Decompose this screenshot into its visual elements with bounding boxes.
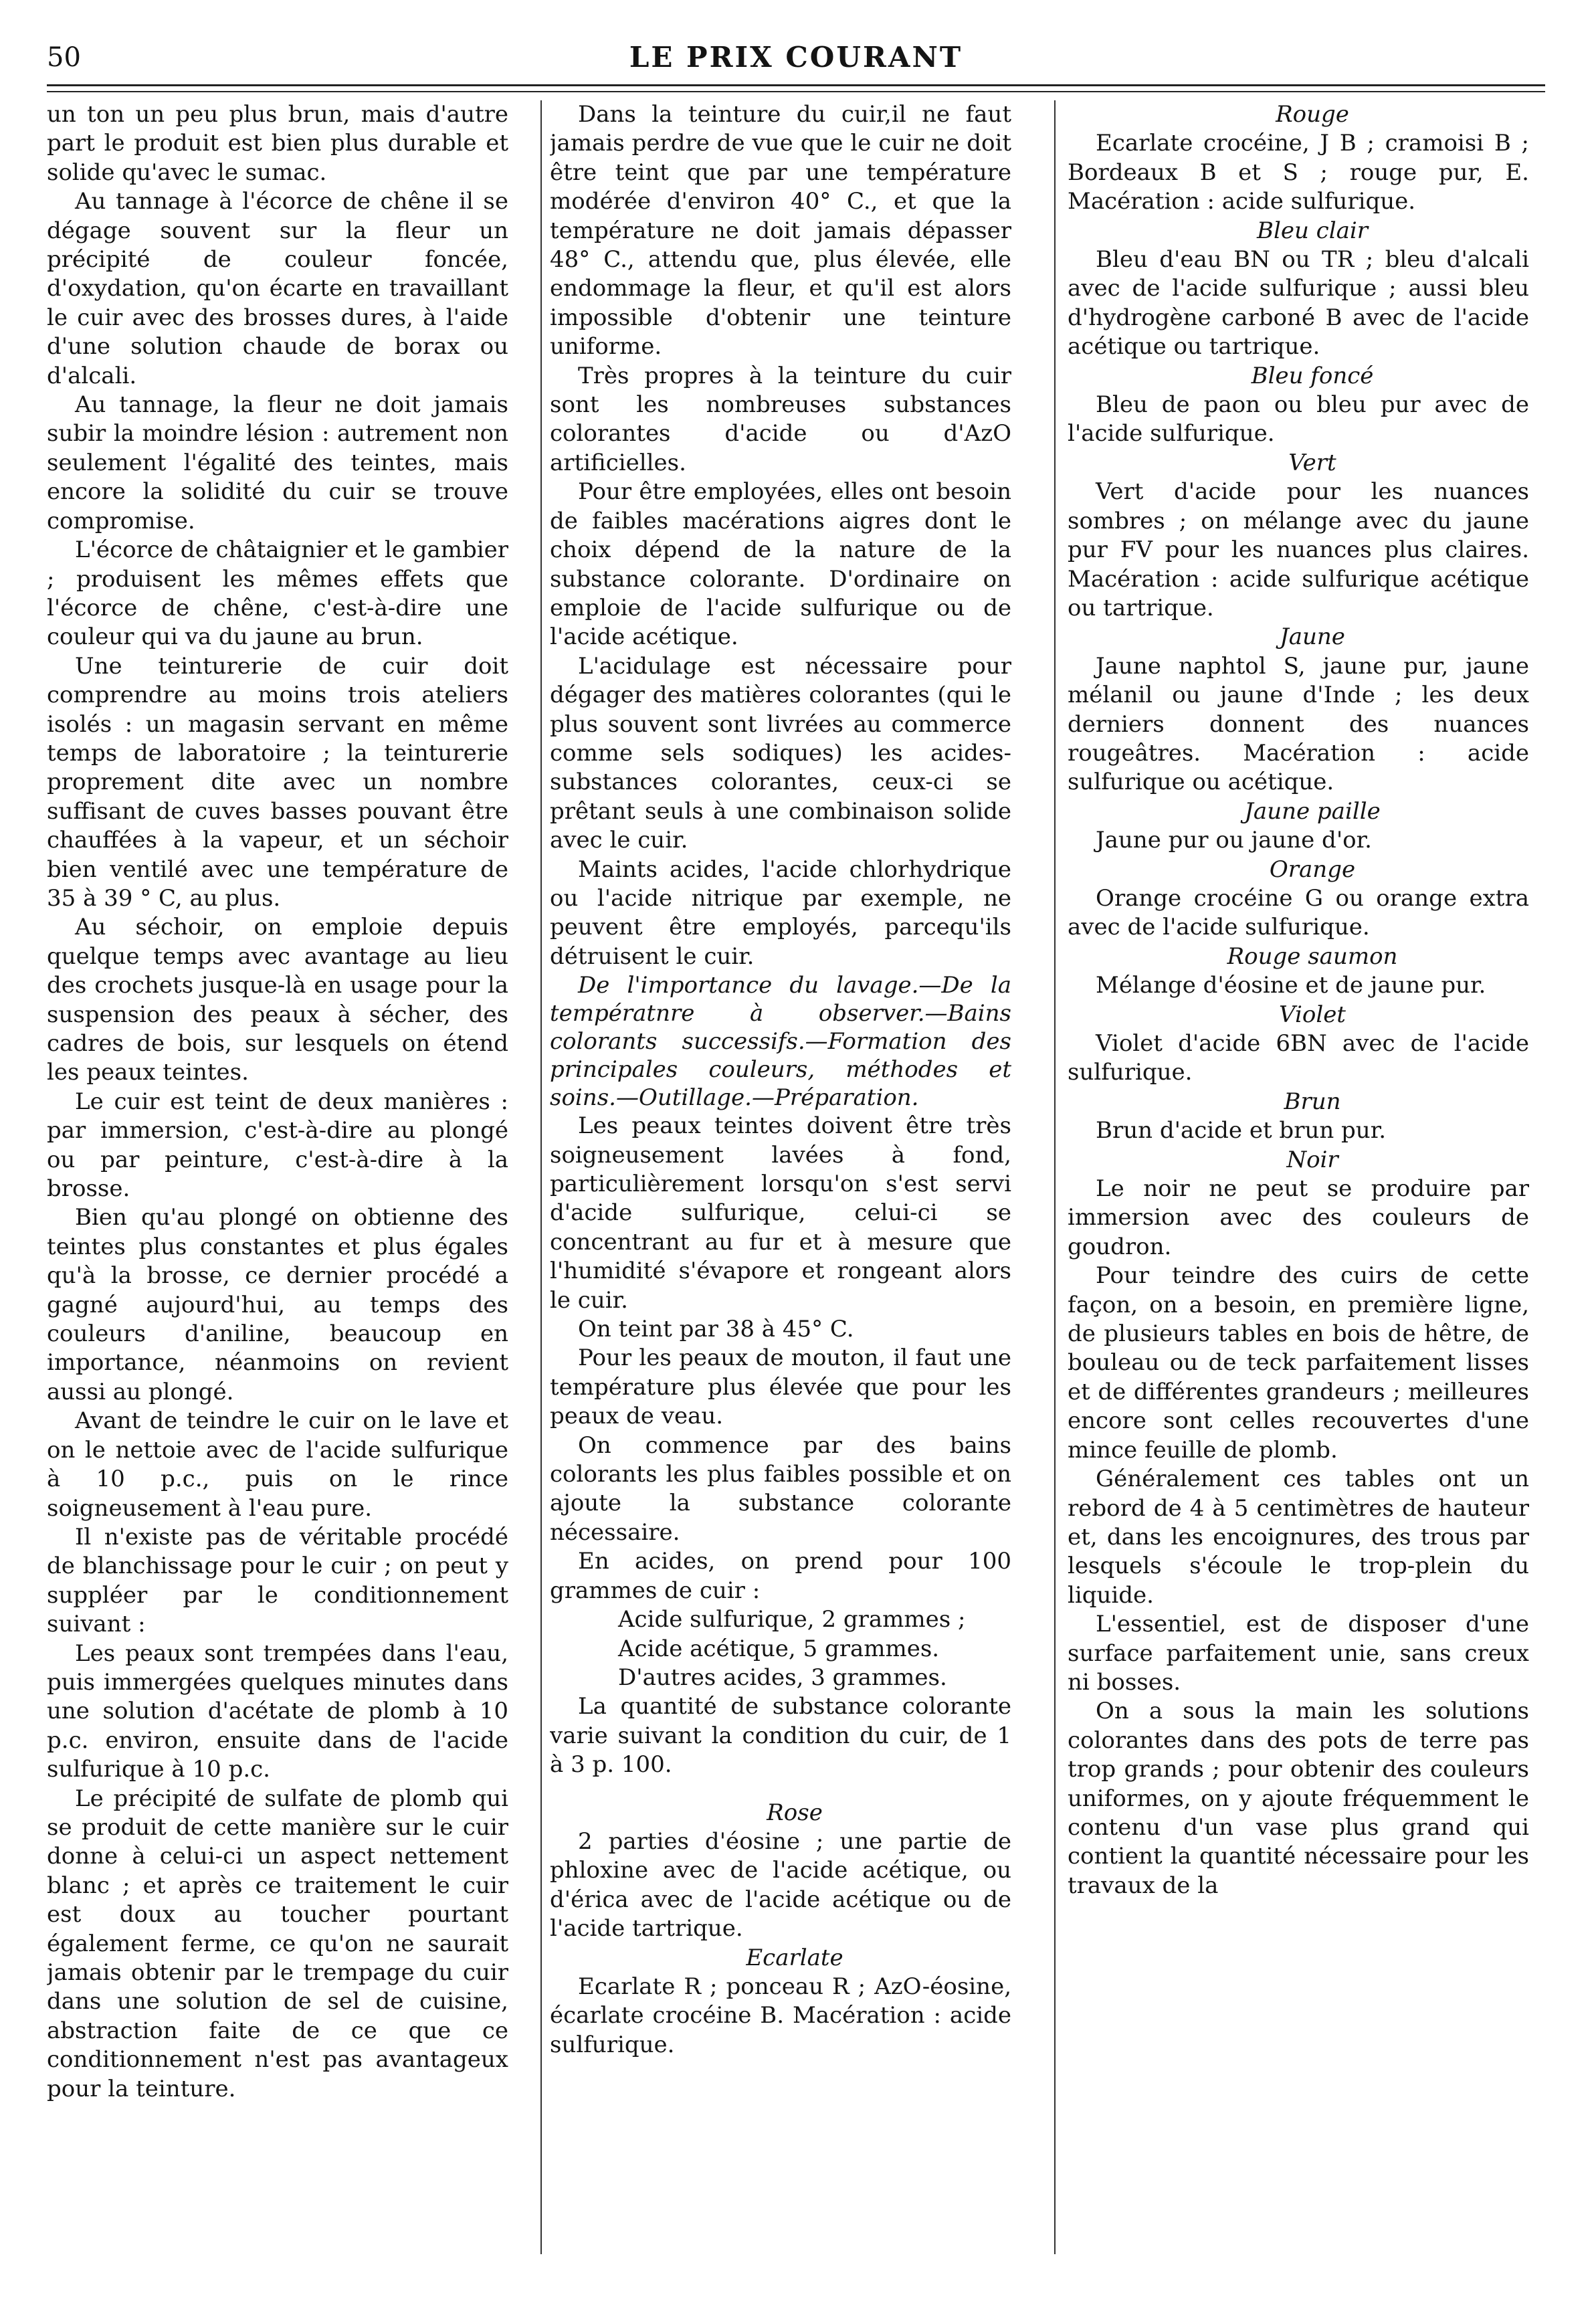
- paragraph: Bien qu'au plongé on obtienne des teintes plus constantes et plus égales qu'à la brosse, ce dernier procédé a gagné aujourd'hui, au temps des couleurs d'aniline, beaucoup en importance, néanmoins on revient aussi au plongé.: [47, 1204, 508, 1405]
- color-heading: Noir: [1286, 1146, 1338, 1173]
- color-heading: Orange: [1269, 856, 1356, 883]
- color-recipe: Le noir ne peut se produire par immersion avec des couleurs de goudron.: [1068, 1175, 1529, 1260]
- running-title: LE PRIX COURANT: [629, 41, 963, 74]
- page-number: 50: [47, 42, 81, 73]
- color-heading: Rose: [767, 1799, 823, 1826]
- header-rule-bottom: [47, 91, 1545, 92]
- color-recipe: 2 parties d'éosine ; une partie de phloxine avec de l'acide acétique, ou d'érica avec de l'acide acétique ou de l'acide tartrique.: [550, 1827, 1011, 1942]
- text-column-1: [47, 100, 508, 2268]
- list-item: Acide sulfurique, 2 grammes ;: [618, 1606, 966, 1633]
- paragraph: L'essentiel, est de disposer d'une surface parfaitement unie, sans creux ni bosses.: [1068, 1611, 1529, 1696]
- color-heading: Vert: [1288, 449, 1336, 476]
- paragraph: Au tannage, la fleur ne doit jamais subir la moindre lésion : autrement non seulement l'égalité des teintes, mais encore la solidité du cuir se trouve compromise.: [47, 391, 508, 534]
- paragraph: Pour les peaux de mouton, il faut une température plus élevée que pour les peaux de veau.: [550, 1344, 1011, 1430]
- color-heading: Jaune: [1280, 623, 1345, 651]
- paragraph: On a sous la main les solutions colorantes dans des pots de terre pas trop grands ; pour obtenir des couleurs uniformes, on y ajoute fréquemment le contenu d'un vase plus grand qui contient la quantité nécessaire pour les travaux de la: [1068, 1698, 1529, 1899]
- paragraph: Il n'existe pas de véritable procédé de blanchissage pour le cuir ; on peut y suppléer par le conditionnement suivant :: [47, 1523, 508, 1638]
- column-divider: [540, 100, 542, 2254]
- text-column-3: [1068, 100, 1529, 2268]
- color-heading: Rouge saumon: [1227, 942, 1398, 970]
- paragraph: On commence par des bains colorants les plus faibles possible et on ajoute la substance colorante nécessaire.: [550, 1431, 1011, 1546]
- color-recipe: Mélange d'éosine et de jaune pur.: [1096, 972, 1486, 999]
- color-recipe: Violet d'acide 6BN avec de l'acide sulfurique.: [1068, 1030, 1529, 1086]
- text-column-2: [550, 100, 1011, 2268]
- paragraph: Le cuir est teint de deux manières : par immersion, c'est-à-dire au plongé ou par peinture, c'est-à-dire à la brosse.: [47, 1088, 508, 1203]
- color-recipe: Brun d'acide et brun pur.: [1096, 1117, 1387, 1144]
- color-recipe: Bleu de paon ou bleu pur avec de l'acide sulfurique.: [1068, 391, 1529, 447]
- paragraph: Pour être employées, elles ont besoin de faibles macérations aigres dont le choix dépend de la nature de la substance colorante. D'ordinaire on emploie de l'acide sulfurique ou de l'acide acétique.: [550, 478, 1011, 651]
- color-heading: Violet: [1279, 1001, 1346, 1028]
- list-item: D'autres acides, 3 grammes.: [618, 1664, 947, 1691]
- list-item: Acide acétique, 5 grammes.: [618, 1635, 940, 1662]
- paragraph: Le précipité de sulfate de plomb qui se produit de cette manière sur le cuir donne à celui-ci un aspect nettement blanc ; et après ce traitement le cuir est doux au toucher pourtant également ferme, ce qu'on ne saurait jamais obtenir par le trempage du cuir dans une solution de sel de cuisine, abstraction faite de ce que ce conditionnement n'est pas avantageux pour la teinture.: [47, 1785, 508, 2102]
- color-recipe: Orange crocéine G ou orange extra avec de l'acide sulfurique.: [1068, 884, 1529, 941]
- color-heading: Rouge: [1276, 101, 1349, 128]
- paragraph: Pour teindre des cuirs de cette façon, on a besoin, en première ligne, de plusieurs tables en bois de hêtre, de bouleau ou de teck parfaitement lisses et de différentes grandeurs ; meilleures encore sont celles recouvertes d'une mince feuille de plomb.: [1068, 1262, 1529, 1464]
- section-heading: De l'importance du lavage.—De la températnre à observer.—Bains colorants successifs.—Formation des principales couleurs, méthodes et soins.—Outillage.—Préparation.: [550, 972, 1011, 1112]
- paragraph: On teint par 38 à 45° C.: [578, 1316, 854, 1343]
- paragraph: Les peaux sont trempées dans l'eau, puis immergées quelques minutes dans une solution d'acétate de plomb à 10 p.c. environ, ensuite dans de l'acide sulfurique à 10 p.c.: [47, 1639, 508, 1783]
- color-heading: Ecarlate: [746, 1944, 843, 1971]
- color-heading: Brun: [1284, 1088, 1341, 1115]
- color-recipe: Jaune naphtol S, jaune pur, jaune mélanil ou jaune d'Inde ; les deux derniers donnent des nuances rougeâtres. Macération : acide sulfurique ou acétique.: [1068, 652, 1529, 796]
- color-heading: Jaune paille: [1244, 797, 1381, 825]
- spacer: [550, 1780, 1011, 1799]
- paragraph: Avant de teindre le cuir on le lave et on le nettoie avec de l'acide sulfurique à 10 p.c., puis on le rince soigneusement à l'eau pure.: [47, 1407, 508, 1522]
- color-recipe: Bleu d'eau BN ou TR ; bleu d'alcali avec de l'acide sulfurique ; aussi bleu d'hydrogène carboné B avec de l'acide acétique ou tartrique.: [1068, 246, 1529, 361]
- paragraph: L'acidulage est nécessaire pour dégager des matières colorantes (qui le plus souvent sont livrées au commerce comme sels sodiques) les acides-substances colorantes, ceux-ci se prêtant seuls à une combinaison solide avec le cuir.: [550, 652, 1011, 854]
- header-rule-top: [47, 84, 1545, 86]
- paragraph: Au tannage à l'écorce de chêne il se dégage souvent sur la fleur un précipité de couleur foncée, d'oxydation, qu'on écarte en travaillant le cuir avec des brosses dures, à l'aide d'une solution chaude de borax ou d'alcali.: [47, 188, 508, 389]
- paragraph: Les peaux teintes doivent être très soigneusement lavées à fond, particulièrement lorsqu'on s'est servi d'acide sulfurique, celui-ci se concentrant au fur et à mesure que l'humidité s'évapore et rongeant alors le cuir.: [550, 1112, 1011, 1314]
- paragraph: un ton un peu plus brun, mais d'autre part le produit est bien plus durable et solide qu'avec le sumac.: [47, 101, 508, 186]
- page-header: [47, 40, 1545, 80]
- paragraph: Au séchoir, on emploie depuis quelque temps avec avantage au lieu des crochets jusque-là en usage pour la suspension des peaux à sécher, des cadres de bois, sur lesquels on étend les peaux teintes.: [47, 914, 508, 1086]
- color-recipe: Jaune pur ou jaune d'or.: [1096, 827, 1372, 854]
- color-recipe: Ecarlate R ; ponceau R ; AzO-éosine, écarlate crocéine B. Macération : acide sulfurique.: [550, 1973, 1011, 2058]
- paragraph: Généralement ces tables ont un rebord de 4 à 5 centimètres de hauteur et, dans les encoignures, des trous par lesquels s'écoule le trop-plein du liquide.: [1068, 1466, 1529, 1609]
- color-recipe: Vert d'acide pour les nuances sombres ; on mélange avec du jaune pur FV pour les nuances plus claires. Macération : acide sulfurique acétique ou tartrique.: [1068, 478, 1529, 621]
- paragraph: Dans la teinture du cuir,il ne faut jamais perdre de vue que le cuir ne doit être teint que par une température modérée d'environ 40° C., et que la température ne doit jamais dépasser 48° C., attendu que, plus élevée, elle endommage la fleur, et qu'il est alors impossible d'obtenir une teinture uniforme.: [550, 101, 1011, 361]
- paragraph: Très propres à la teinture du cuir sont les nombreuses substances colorantes d'acide ou d'AzO artificielles.: [550, 362, 1011, 476]
- paragraph: Maints acides, l'acide chlorhydrique ou l'acide nitrique par exemple, ne peuvent être employés, parcequ'ils détruisent le cuir.: [550, 856, 1011, 970]
- paragraph: L'écorce de châtaignier et le gambier ; produisent les mêmes effets que l'écorce de chêne, c'est-à-dire une couleur qui va du jaune au brun.: [47, 536, 508, 651]
- paragraph: La quantité de substance colorante varie suivant la condition du cuir, de 1 à 3 p. 100.: [550, 1693, 1011, 1779]
- color-heading: Bleu clair: [1257, 217, 1368, 244]
- column-divider: [1054, 100, 1056, 2254]
- paragraph: En acides, on prend pour 100 grammes de cuir :: [550, 1548, 1011, 1604]
- paragraph: Une teinturerie de cuir doit comprendre au moins trois ateliers isolés : un magasin servant en même temps de laboratoire ; la teinturerie proprement dite avec un nombre suffisant de cuves basses pouvant être chauffées à la vapeur, et un séchoir bien ventilé avec une température de 35 à 39 ° C, au plus.: [47, 652, 508, 912]
- color-recipe: Ecarlate crocéine, J B ; cramoisi B ; Bordeaux B et S ; rouge pur, E. Macération : acide sulfurique.: [1068, 130, 1529, 215]
- color-heading: Bleu foncé: [1251, 362, 1374, 389]
